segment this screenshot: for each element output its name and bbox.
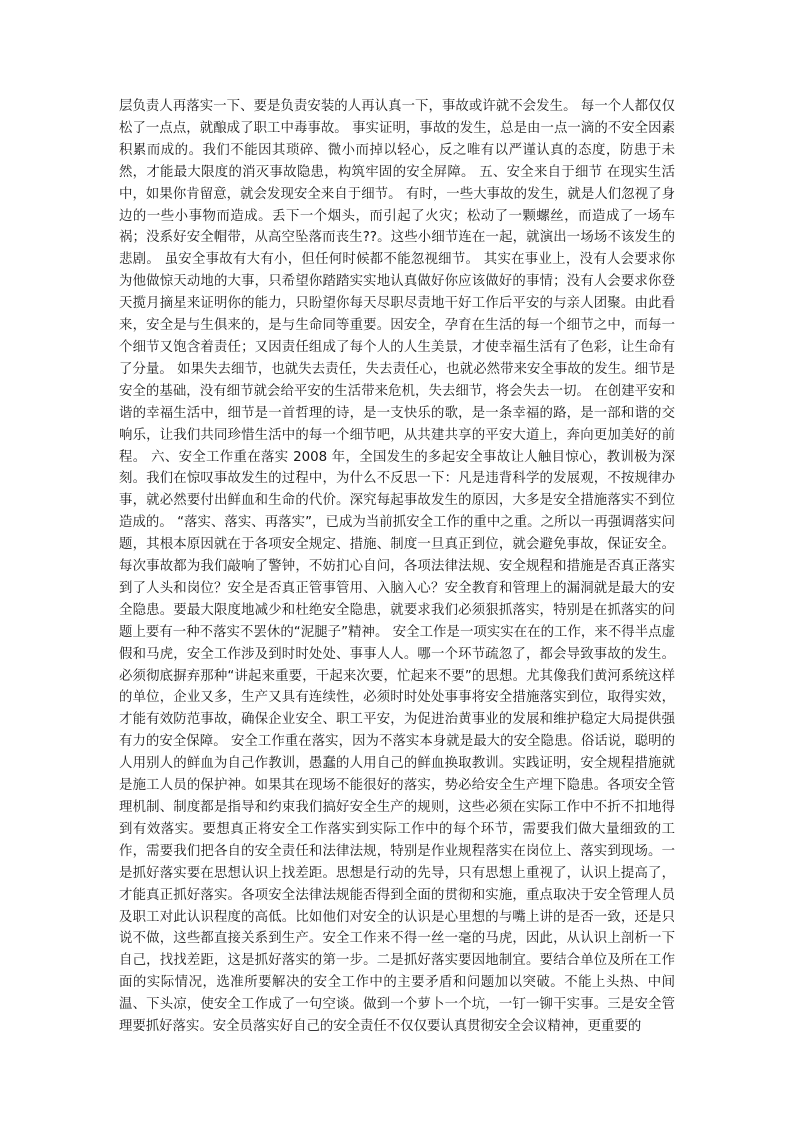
body-text: 层负责人再落实一下、要是负责安装的人再认真一下，事故或许就不会发生。 每一个人都仅仅松了一点点，就酿成了职工中毒事故。 事实证明，事故的发生，总是由一点一滴的不安全因素积累而成的。我们不能因其琐碎、微小而掉以轻心，反之唯有以严谨认真的态度，防患于未然，才能最大限度的消灭事故隐患，构筑牢固的安全屏障。 五、安全来自于细节 在现实生活中，如果你肯留意，就会发现安全来自于细节。 有时，一些大事故的发生，就是人们忽视了身边的一些小事物而造成。丢下一个烟头，而引起了火灾；松动了一颗螺丝，而造成了一场车祸；没系好安全帽带，从高空坠落而丧生??。这些小细节连在一起，就演出一场场不该发生的悲剧。 虽安全事故有大有小，但任何时候都不能忽视细节。 其实在事业上，没有人会要求你为他做惊天动地的大事，只希望你踏踏实实地认真做好你应该做好的事情；没有人会要求你登天揽月摘星来证明你的能力，只盼望你每天尽职尽责地干好工作后平安的与亲人团聚。由此看来，安全是与生俱来的，是与生命同等重要。因安全，孕育在生活的每一个细节之中，而每一个细节又饱含着责任；又因责任组成了每个人的人生美景，才使幸福生活有了色彩，让生命有了分量。 如果失去细节，也就失去责任，失去责任心，也就必然带来安全事故的发生。细节是安全的基础，没有细节就会给平安的生活带来危机，失去细节，将会失去一切。 在创建平安和谐的幸福生活中，细节是一首哲理的诗，是一支快乐的歌，是一条幸福的路，是一部和谐的交响乐，让我们共同珍惜生活中的每一个细节吧，从共建共享的平安大道上，奔向更加美好的前程。 六、安全工作重在落实 2008 年，全国发生的多起安全事故让人触目惊心，教训极为深刻。我们在惊叹事故发生的过程中，为什么不反思一下：凡是违背科学的发展观，不按规律办事，就必然要付出鲜血和生命的代价。深究每起事故发生的原因，大多是安全措施落实不到位造成的。 “落实、落实、再落实”，已成为当前抓安全工作的重中之重。之所以一再强调落实问题，其根本原因就在于各项安全规定、措施、制度一旦真正到位，就会避免事故，保证安全。每次事故都为我们敲响了警钟，不妨扪心自问，各项法律法规、安全规程和措施是否真正落实到了人头和岗位？安全是否真正管事管用、入脑入心？安全教育和管理上的漏洞就是最大的安全隐患。要最大限度地减少和杜绝安全隐患，就要求我们必须狠抓落实，特别是在抓落实的问题上要有一种不落实不罢休的“泥腿子”精神。 安全工作是一项实实在在的工作，来不得半点虚假和马虎，安全工作涉及到时时处处、事事人人。哪一个环节疏忽了，都会导致事故的发生。必须彻底摒弃那种“讲起来重要，干起来次要，忙起来不要”的思想。尤其像我们黄河系统这样的单位，企业又多，生产又具有连续性，必须时时处处事事将安全措施落实到位，取得实效，才能有效防范事故，确保企业安全、职工平安，为促进治黄事业的发展和维护稳定大局提供强有力的安全保障。 安全工作重在落实，因为不落实本身就是最大的安全隐患。俗话说，聪明的人用别人的鲜血为自己作教训，愚蠢的人用自己的鲜血换取教训。实践证明，安全规程措施就是施工人员的保护神。如果其在现场不能很好的落实，势必给安全生产埋下隐患。各项安全管理机制、制度都是指导和约束我们搞好安全生产的规则，这些必须在实际工作中不折不扣地得到有效落实。要想真正将安全工作落实到实际工作中的每个环节，需要我们做大量细致的工作，需要我们把各自的安全责任和法律法规，特别是作业规程落实在岗位上、落实到现场。一是抓好落实要在思想认识上找差距。思想是行动的先导，只有思想上重视了，认识上提高了，才能真正抓好落实。各项安全法律法规能否得到全面的贯彻和实施，重点取决于安全管理人员及职工对此认识程度的高低。比如他们对安全的认识是心里想的与嘴上讲的是否一致，还是只说不做，这些都直接关系到生产。安全工作来不得一丝一毫的马虎，因此，从认识上剖析一下自己，找找差距，这是抓好落实的第一步。二是抓好落实要因地制宜。要结合单位及所在工作面的实际情况，选准所要解决的安全工作中的主要矛盾和问题加以突破。不能上头热、中间温、下头凉，使安全工作成了一句空谈。做到一个萝卜一个坑，一钉一铆干实事。三是安全管理要抓好落实。安全员落实好自己的安全责任不仅仅要认真贯彻安全会议精神，更重要的 (119, 99, 675, 1035)
